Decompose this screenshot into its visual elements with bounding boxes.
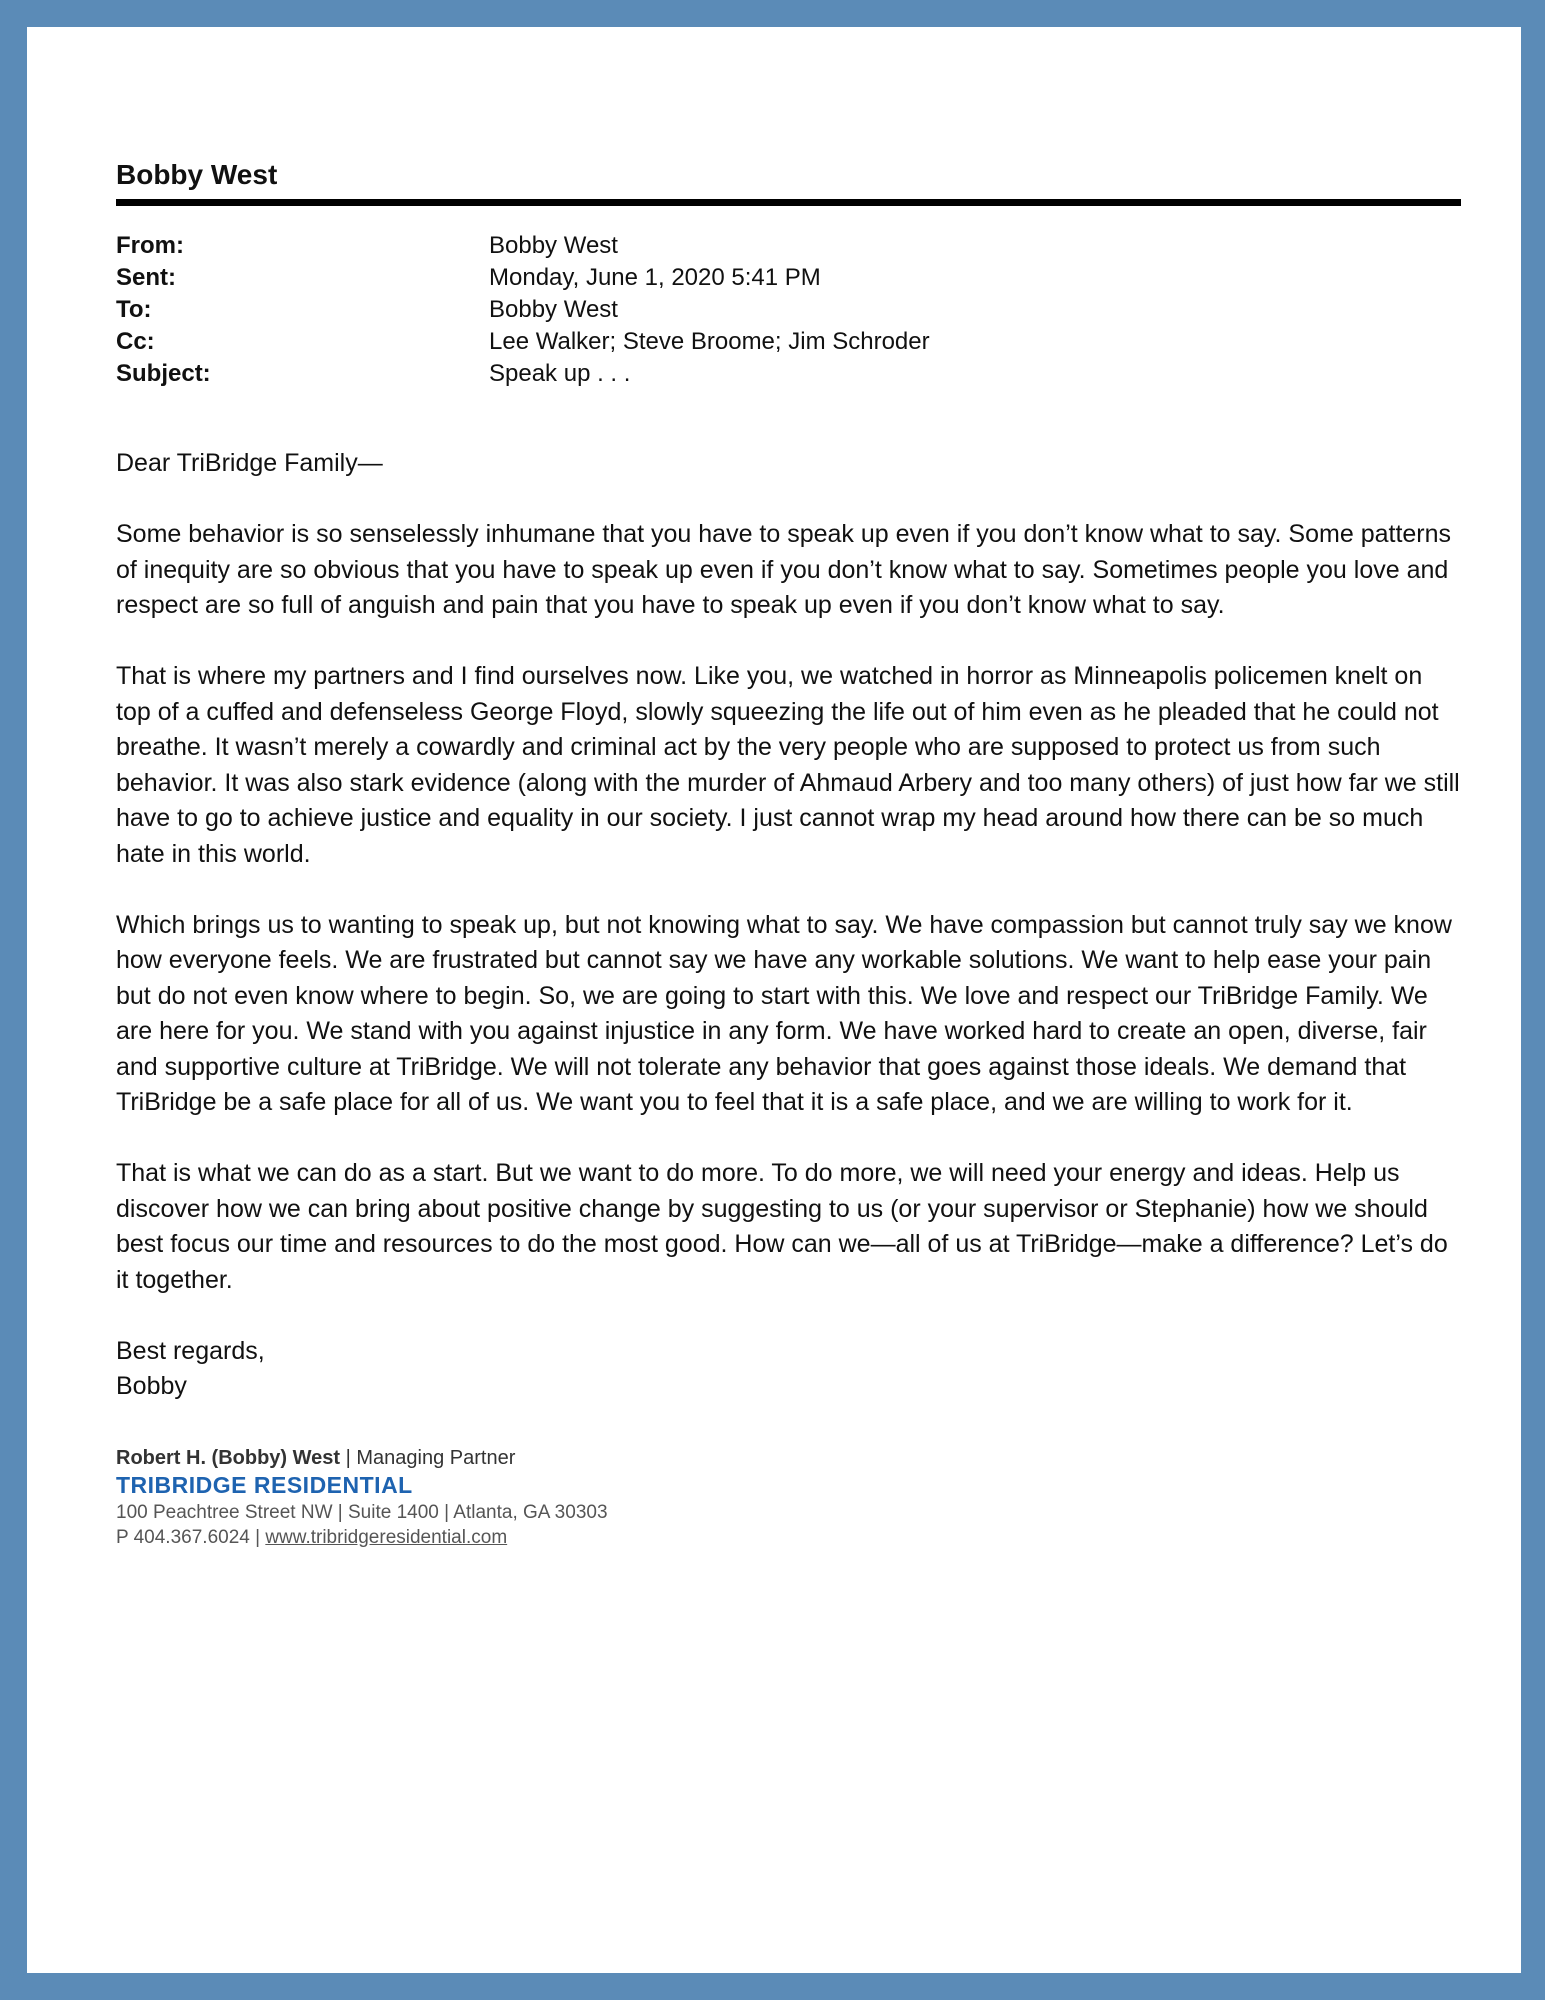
body-paragraph: That is what we can do as a start. But we want to do more. To do more, we will need your energy and ideas. Help us discover how we can bring about positive change by suggesting to us (or your supervisor or Stephanie) how we should best focus our time and resources to do the most good. How can we—all of us at TriBridge—make a difference? Let’s do it together. [116, 1159, 1448, 1294]
signoff-name: Bobby [116, 1371, 187, 1400]
email-body [116, 446, 1461, 1298]
greeting: Dear TriBridge Family— [116, 449, 383, 477]
closing-block [116, 1334, 1461, 1404]
header-value: Monday, June 1, 2020 5:41 PM [489, 264, 821, 291]
header-label: Cc: [116, 328, 155, 355]
signature-phone: P 404.367.6024 | [116, 1526, 266, 1548]
header-label: Sent: [116, 264, 176, 291]
signature-contact-line [116, 1525, 1461, 1550]
document-page [27, 27, 1521, 1973]
header-label: From: [116, 232, 184, 259]
header-label: Subject: [116, 360, 211, 387]
header-row-to [116, 294, 1461, 326]
header-label: To: [116, 296, 152, 323]
sender-name-heading: Bobby West [116, 157, 1461, 206]
signature-address: 100 Peachtree Street NW | Suite 1400 | Atlanta, GA 30303 [116, 1501, 608, 1523]
header-value: Lee Walker; Steve Broome; Jim Schroder [489, 328, 930, 355]
header-row-sent [116, 262, 1461, 294]
signature-name: Robert H. (Bobby) West [116, 1446, 341, 1469]
signature-separator: | [340, 1446, 357, 1469]
header-row-cc [116, 326, 1461, 358]
body-paragraph: Some behavior is so senselessly inhumane that you have to speak up even if you don’t know what to say. Some patterns of inequity are so obvious that you have to speak up even if you don’t know what to say. Sometimes people you love and respect are so full of anguish and pain that you have to speak up even if you don’t know what to say. [116, 520, 1452, 619]
body-paragraph: That is where my partners and I find ourselves now. Like you, we watched in horror as Minneapolis policemen knelt on top of a cuffed and defenseless George Floyd, slowly squeezing the life out of him even as he pleaded that he could not breathe. It wasn’t merely a cowardly and criminal act by the very people who are supposed to protect us from such behavior. It was also stark evidence (along with the murder of Ahmaud Arbery and too many others) of just how far we still have to go to achieve justice and equality in our society. I just cannot wrap my head around how there can be so much hate in this world. [116, 662, 1460, 868]
body-paragraph: Which brings us to wanting to speak up, but not knowing what to say. We have compassion but cannot truly say we know how everyone feels. We are frustrated but cannot say we have any workable solutions. We want to help ease your pain but do not even know where to begin. So, we are going to start with this. We love and respect our TriBridge Family. We are here for you. We stand with you against injustice in any form. We have worked hard to create an open, diverse, fair and supportive culture at TriBridge. We will not tolerate any behavior that goes against those ideals. We demand that TriBridge be a safe place for all of us. We want you to feel that it is a safe place, and we are willing to work for it. [116, 910, 1452, 1116]
header-value: Speak up . . . [489, 360, 631, 387]
email-header-table [116, 230, 1461, 390]
signature-title: Managing Partner [356, 1446, 516, 1469]
email-signature [116, 1446, 1461, 1550]
header-row-from [116, 230, 1461, 262]
signature-company: TRIBRIDGE RESIDENTIAL [116, 1471, 413, 1498]
header-value: Bobby West [489, 296, 618, 323]
signature-name-line [116, 1446, 1461, 1471]
header-value: Bobby West [489, 232, 618, 259]
website-link[interactable]: www.tribridgeresidential.com [265, 1526, 508, 1548]
header-row-subject [116, 358, 1461, 390]
email-content [116, 157, 1461, 1550]
closing-phrase: Best regards, [116, 1336, 265, 1365]
